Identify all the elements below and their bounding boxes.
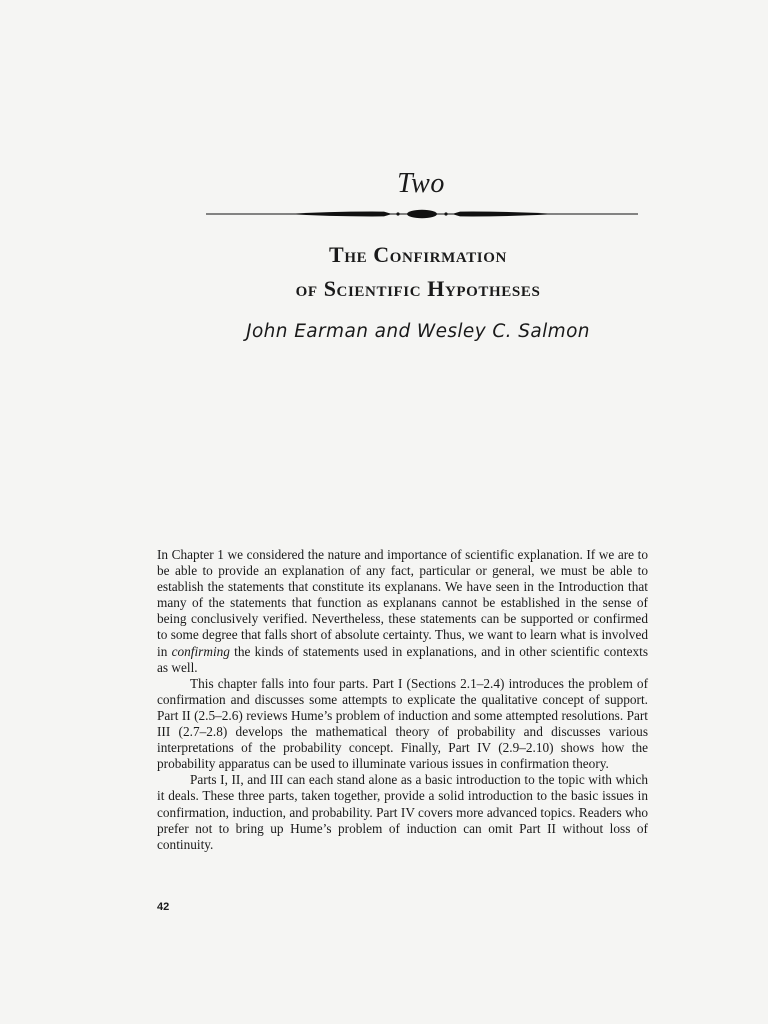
body-paragraph: Parts I, II, and III can each stand alone as a basic introduction to the topic with which it deals. These three parts, taken together, provide a solid introduction to the basic issues in confirmation, induction, and probability. Part IV covers more advanced topics. Readers who prefer not to bring up Hume’s problem of induction can omit Part II without loss of continuity. xyxy=(157,772,648,852)
ornamental-rule-icon xyxy=(206,207,638,221)
chapter-number: Two xyxy=(397,168,445,199)
page-number: 42 xyxy=(157,901,170,913)
chapter-title-line-2: of Scientific Hypotheses xyxy=(295,276,541,301)
body-paragraph-text: In Chapter 1 we considered the nature and importance of scientific explanation. If we are to be able to provide an explanation of any fact, particular or general, we must be able to establish the statements that constitute its explanans. We have seen in the Introduction that many of the statements that function as explanans cannot be established in the sense of being conclusively verified. Nevertheless, these statements can be supported or confirmed to some degree that falls short of absolute certainty. Thus, we want to learn what is involved in xyxy=(157,547,648,659)
chapter-title xyxy=(0,238,768,306)
chapter-body xyxy=(157,547,648,853)
chapter-authors: John Earman and Wesley C. Salmon xyxy=(246,321,590,342)
body-paragraph-text: the kinds of statements used in explanations, and in other scientific contexts as well. xyxy=(157,643,649,675)
body-paragraph: This chapter falls into four parts. Part I (Sections 2.1–2.4) introduces the problem of confirmation and discusses some attempts to explicate the qualitative concept of support. Part II (2.5–2.6) reviews Hume’s problem of induction and some attempted resolutions. Part III (2.7–2.8) develops the mathematical theory of probability and discusses various interpretations of the probability concept. Finally, Part IV (2.9–2.10) shows how the probability apparatus can be used to illuminate various issues in confirmation theory. xyxy=(157,675,648,772)
body-paragraph xyxy=(157,547,648,676)
chapter-title-line-1: The Confirmation xyxy=(329,242,507,267)
emphasized-word: confirming xyxy=(171,643,230,659)
